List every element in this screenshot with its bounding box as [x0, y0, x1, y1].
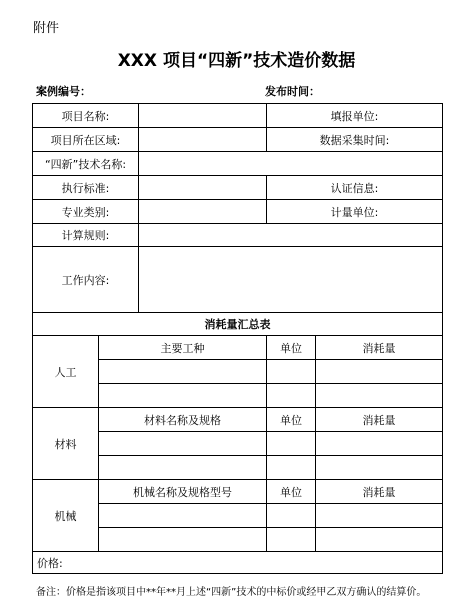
machinery-amount-header: 消耗量 [316, 480, 443, 504]
machinery-unit-cell[interactable] [267, 504, 316, 528]
labor-type-cell[interactable] [99, 384, 267, 408]
labor-unit-header: 单位 [267, 336, 316, 360]
labor-unit-cell[interactable] [267, 384, 316, 408]
materials-name-header: 材料名称及规格 [99, 408, 267, 432]
materials-unit-header: 单位 [267, 408, 316, 432]
consumption-summary-title: 消耗量汇总表 [33, 313, 443, 336]
page-title: XXX 项目“四新”技术造价数据 [117, 51, 356, 71]
reporting-unit-label: 填报单位: [267, 104, 443, 128]
materials-name-cell[interactable] [99, 456, 267, 480]
project-name-field[interactable] [139, 104, 267, 128]
labor-amount-header: 消耗量 [316, 336, 443, 360]
project-region-label: 项目所在区域: [33, 128, 139, 152]
machinery-label: 机械 [33, 480, 99, 552]
machinery-name-cell[interactable] [99, 528, 267, 552]
footnote: 备注：价格是指该项目中**年**月上述“四新”技术的中标价或经甲乙双方确认的结算价。 [36, 587, 427, 598]
machinery-amount-cell[interactable] [316, 504, 443, 528]
cert-info-label: 认证信息: [267, 176, 443, 200]
machinery-unit-cell[interactable] [267, 528, 316, 552]
materials-unit-cell[interactable] [267, 432, 316, 456]
cost-data-form [32, 103, 443, 574]
machinery-amount-cell[interactable] [316, 528, 443, 552]
labor-unit-cell[interactable] [267, 360, 316, 384]
price-row[interactable]: 价格: [33, 552, 443, 574]
calc-rules-label: 计算规则: [33, 224, 139, 247]
project-region-field[interactable] [139, 128, 267, 152]
case-number-label: 案例编号： [36, 85, 91, 98]
materials-label: 材料 [33, 408, 99, 480]
exec-standard-label: 执行标准: [33, 176, 139, 200]
specialty-label: 专业类别: [33, 200, 139, 224]
tech-name-label: “四新”技术名称: [33, 152, 139, 176]
machinery-name-header: 机械名称及规格型号 [99, 480, 267, 504]
materials-amount-cell[interactable] [316, 456, 443, 480]
work-content-label: 工作内容: [33, 247, 139, 313]
calc-rules-field[interactable] [139, 224, 443, 247]
specialty-field[interactable] [139, 200, 267, 224]
attachment-label: 附件 [33, 21, 60, 36]
machinery-name-cell[interactable] [99, 504, 267, 528]
machinery-unit-header: 单位 [267, 480, 316, 504]
tech-name-field[interactable] [139, 152, 443, 176]
labor-type-cell[interactable] [99, 360, 267, 384]
work-content-field[interactable] [139, 247, 443, 313]
labor-amount-cell[interactable] [316, 360, 443, 384]
materials-amount-cell[interactable] [316, 432, 443, 456]
exec-standard-field[interactable] [139, 176, 267, 200]
labor-type-header: 主要工种 [99, 336, 267, 360]
labor-amount-cell[interactable] [316, 384, 443, 408]
materials-unit-cell[interactable] [267, 456, 316, 480]
materials-name-cell[interactable] [99, 432, 267, 456]
materials-amount-header: 消耗量 [316, 408, 443, 432]
publish-time-label: 发布时间： [265, 85, 320, 98]
project-name-label: 项目名称: [33, 104, 139, 128]
collection-time-label: 数据采集时间: [267, 128, 443, 152]
measure-unit-label: 计量单位: [267, 200, 443, 224]
labor-label: 人工 [33, 336, 99, 408]
